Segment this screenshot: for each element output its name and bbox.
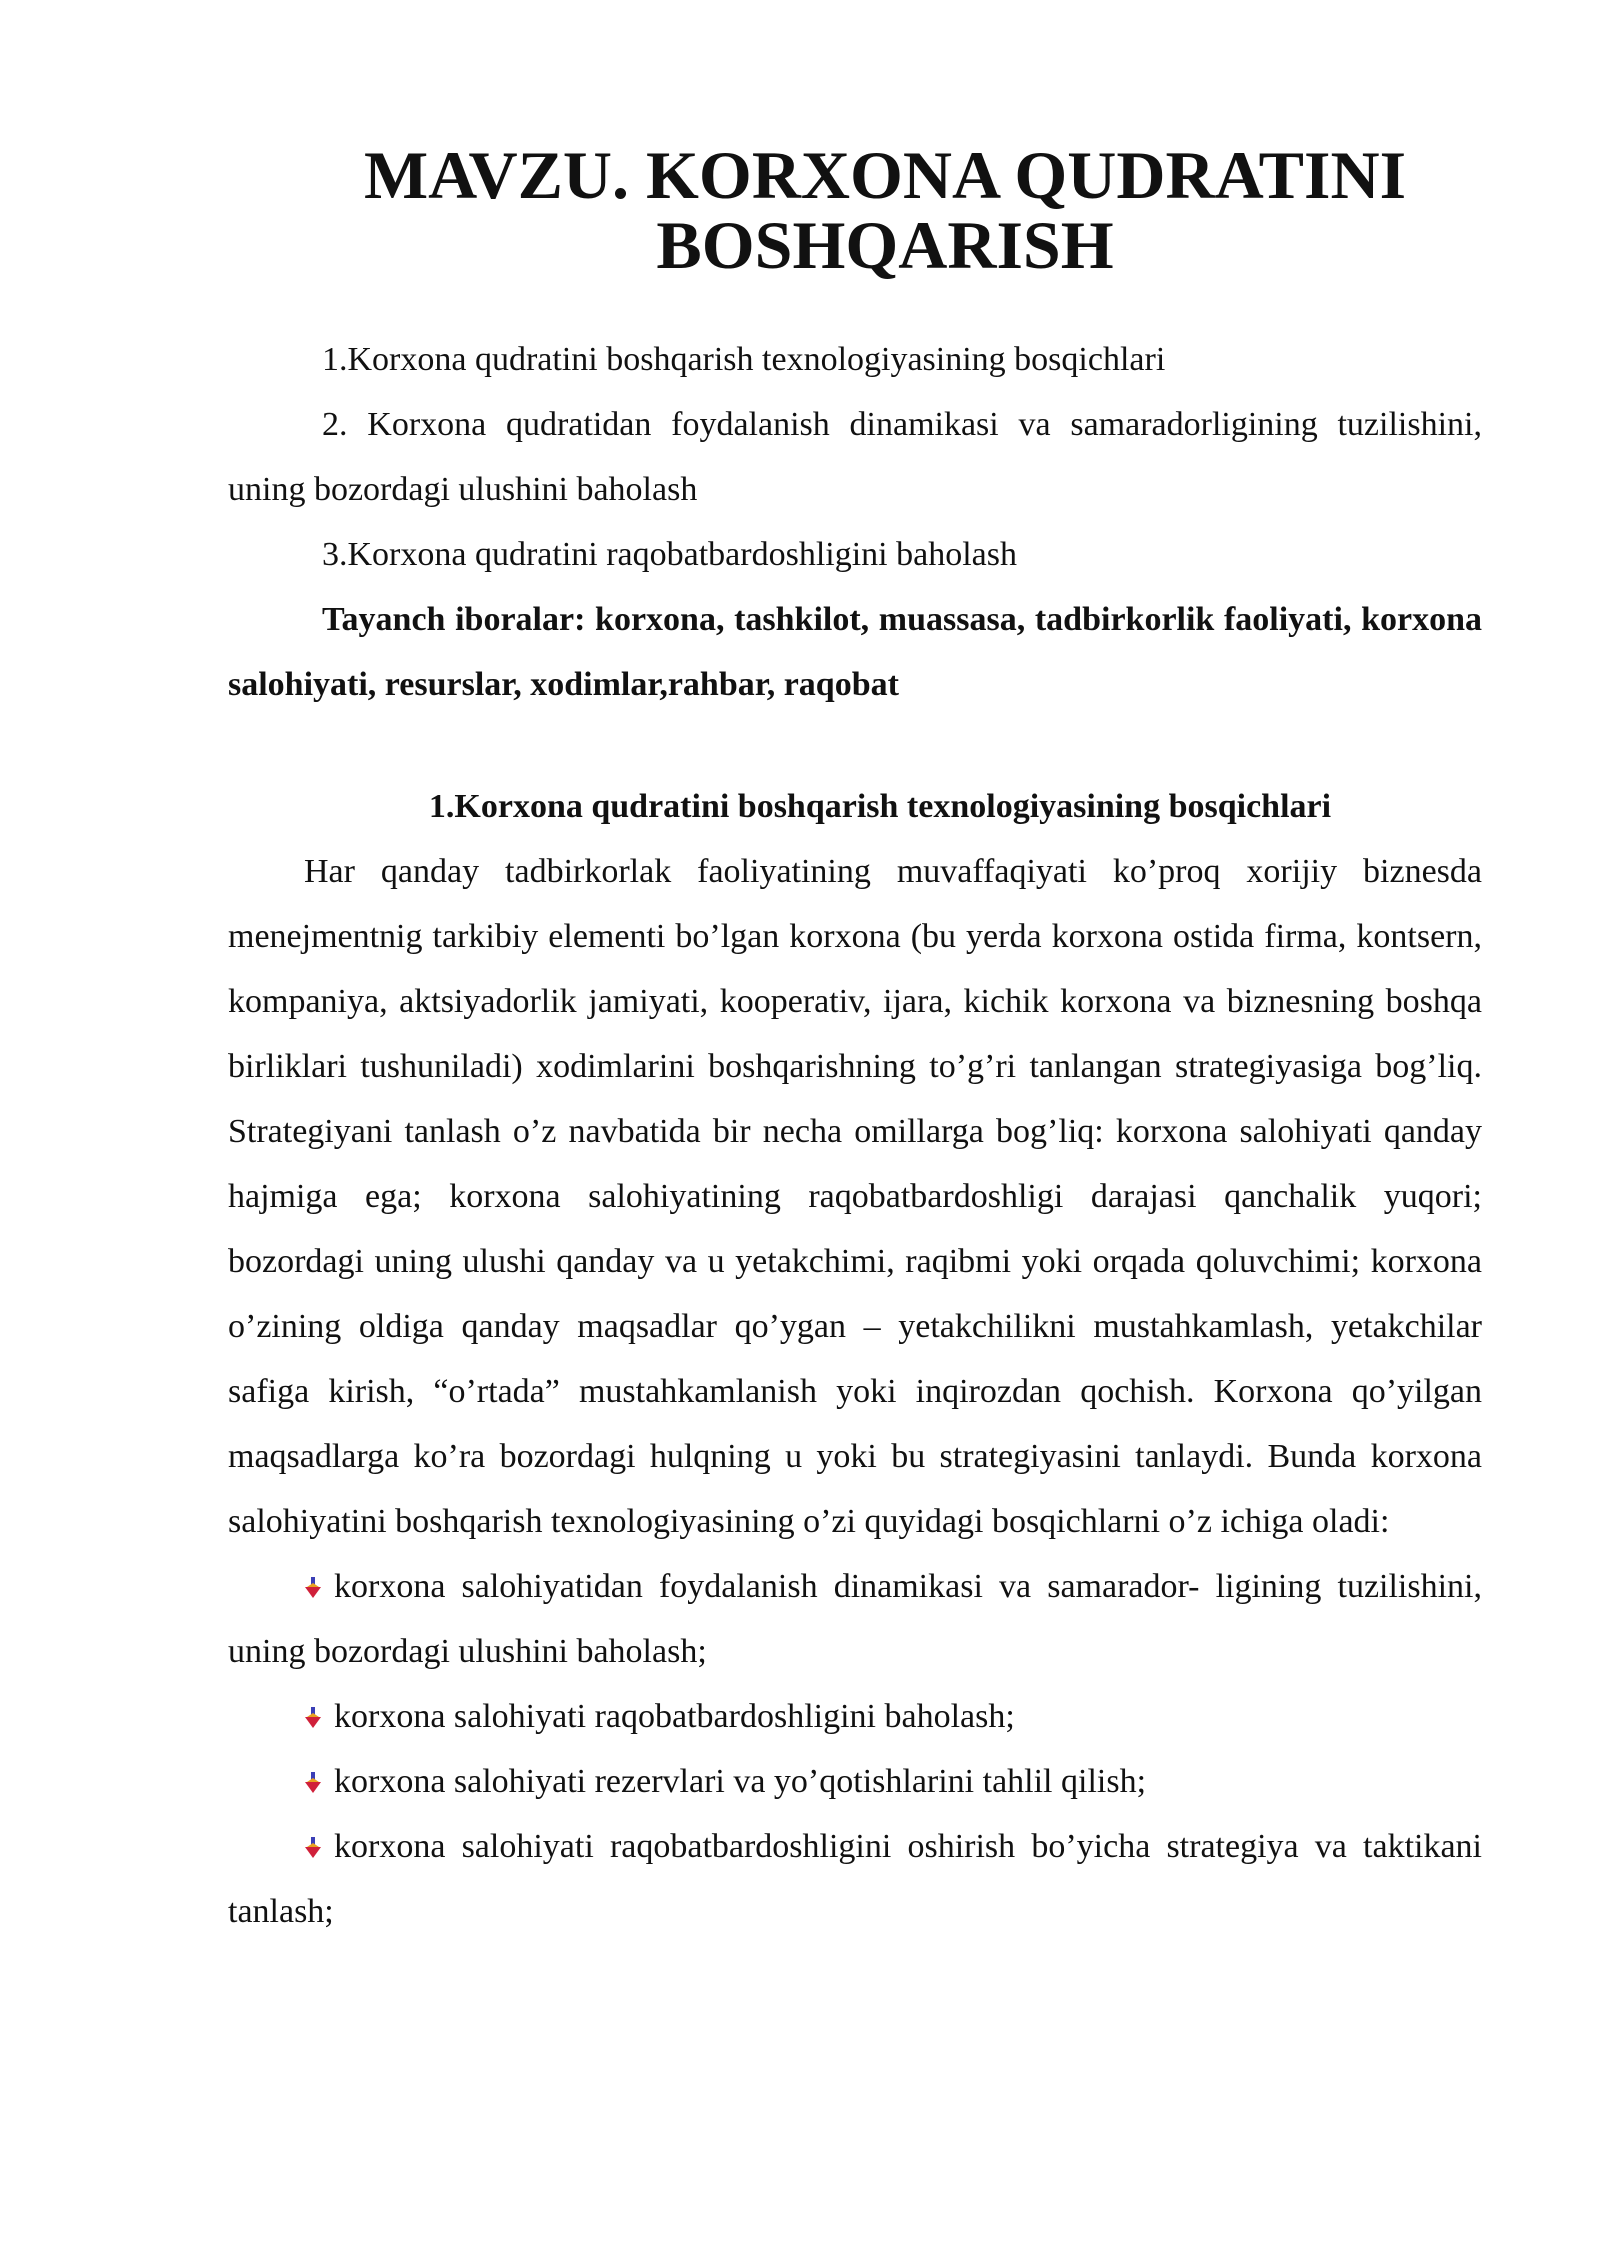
bullet-item-2	[228, 1684, 1482, 1749]
section-heading: 1.Korxona qudratini boshqarish texnologiyasining bosqichlari	[428, 788, 1332, 825]
bullet-item-3	[228, 1749, 1482, 1814]
bullet-item-1	[228, 1554, 1482, 1684]
arrow-down-icon	[304, 1772, 322, 1794]
arrow-down-icon	[304, 1837, 322, 1859]
plan-item-2: 2. Korxona qudratidan foydalanish dinamikasi va samaradorligining tuzilishini, uning bozordagi ulushini baholash	[228, 406, 1482, 508]
arrow-down-icon	[304, 1577, 322, 1599]
plan-item-1: 1.Korxona qudratini boshqarish texnologiyasining bosqichlari	[322, 341, 1166, 378]
bullet-text: korxona salohiyati raqobatbardoshligini oshirish bo’yicha strategiya va taktikani tanlash;	[228, 1828, 1482, 1930]
plan-item-3: 3.Korxona qudratini raqobatbardoshligini baholash	[322, 536, 1017, 573]
page-title: MAVZU. KORXONA QUDRATINI BOSHQARISH	[363, 137, 1407, 283]
spacer	[228, 280, 1482, 327]
bullet-item-4	[228, 1814, 1482, 1944]
keywords: Tayanch iboralar: korxona, tashkilot, muassasa, tadbirkorlik faoliyati, korxona salohiyati, resurslar, xodimlar,rahbar, raqobat	[228, 601, 1482, 703]
body-paragraph: Har qanday tadbirkorlak faoliyatining muvaffaqiyati ko’proq xorijiy biznesda menejmentnig tarkibiy elementi bo’lgan korxona (bu yerda korxona ostida firma, kontsern, kompaniya, aktsiyadorlik jamiyati, kooperativ, ijara, kichik korxona va biznesning boshqa birliklari tushuniladi) xodimlarini boshqarishning to’g’ri tanlangan strategiyasiga bog’liq. Strategiyani tanlash o’z navbatida bir necha omillarga bog’liq: korxona salohiyati qanday hajmiga ega; korxona salohiyatining raqobatbardoshligi darajasi qanchalik yuqori; bozordagi uning ulushi qanday va u yetakchimi, raqibmi yoki orqada qoluvchimi; korxona o’zining oldiga qanday maqsadlar qo’ygan – yetakchilikni mustahkamlash, yetakchilar safiga kirish, “o’rtada” mustahkamlanish yoki inqirozdan qochish. Korxona qo’yilgan maqsadlarga ko’ra bozordagi hulqning u yoki bu strategiyasini tanlaydi. Bunda korxona salohiyatini boshqarish texnologiyasining o’zi quyidagi bosqichlarni o’z ichiga oladi:	[228, 853, 1482, 1540]
bullet-text: korxona salohiyatidan foydalanish dinamikasi va samarador- ligining tuzilishini, uning bozordagi ulushini baholash;	[228, 1568, 1482, 1670]
bullet-text: korxona salohiyati raqobatbardoshligini baholash;	[334, 1698, 1015, 1735]
document-content	[228, 137, 1482, 1944]
arrow-down-icon	[304, 1707, 322, 1729]
bullet-text: korxona salohiyati rezervlari va yo’qotishlarini tahlil qilish;	[334, 1763, 1147, 1800]
